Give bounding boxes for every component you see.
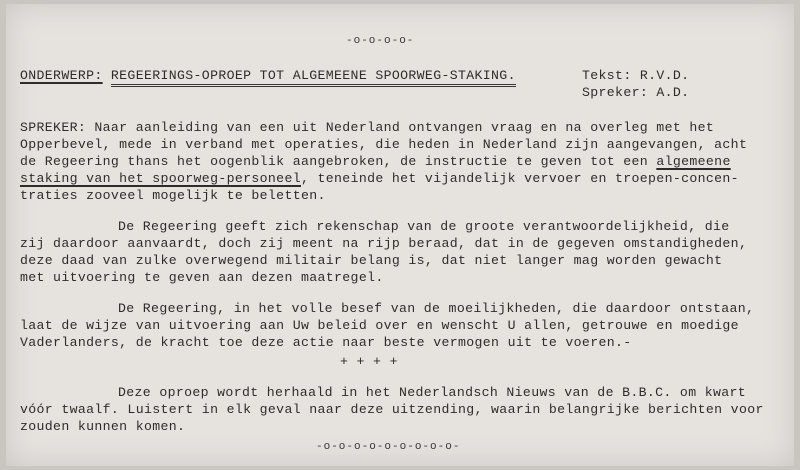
p4-line-2: vóór twaalf. Luistert in elk geval naar deze uitzending, waarin belangrijke berichten voor: [20, 402, 764, 417]
p1-line-4-text: , teneinde het vijandelijk vervoer en troepen-concen-: [300, 171, 739, 186]
subject-line: [20, 68, 516, 83]
underlined-staking: staking van het spoorweg-personeel: [20, 171, 301, 186]
p2-line-3: deze daad van zulke overwegend militair belang is, dat niet langer mag worden gewacht: [20, 253, 723, 268]
p3-line-1: De Regeering, in het volle besef van de moeilijkheden, die daardoor ontstaan,: [118, 301, 755, 316]
p1-line-1: SPREKER: Naar aanleiding van een uit Nederland ontvangen vraag en na overleg met het: [20, 120, 715, 135]
bottom-separator: -o-o-o-o-o-o-o-o-o-: [316, 441, 461, 453]
subject-title: REGEERINGS-OPROEP TOT ALGEMEENE SPOORWEG-STAKING.: [111, 68, 516, 87]
crosses-separator: + + + +: [340, 354, 398, 369]
p1-line-2: Opperbevel, mede in verband met operaties, die heden in Nederland zijn aangevangen, acht: [20, 137, 748, 152]
underlined-algemeene: algemeene: [656, 154, 731, 169]
p2-line-2: zij daardoor aanvaardt, doch zij meent na rijp beraad, dat in de gegeven omstandigheden,: [20, 236, 748, 251]
p4-line-1: Deze oproep wordt herhaald in het Nederlandsch Nieuws van de B.B.C. om kwart: [118, 385, 747, 400]
p1-line-4: [20, 171, 739, 186]
p2-line-4: met uitvoering te geven aan dezen maatregel.: [20, 270, 384, 285]
p2-line-1: De Regeering geeft zich rekenschap van de groote verantwoordelijkheid, die: [118, 219, 730, 234]
p4-line-3: zouden kunnen komen.: [20, 419, 186, 434]
text-by: Tekst: R.V.D.: [582, 68, 690, 83]
top-separator: -o-o-o-o-: [346, 35, 415, 47]
p3-line-2: laat de wijze van uitvoering aan Uw beleid over en wenscht U allen, getrouwe en moedige: [20, 318, 739, 333]
p1-line-5: traties zooveel mogelijk te beletten.: [20, 188, 326, 203]
speaker: Spreker: A.D.: [582, 85, 690, 100]
subject-label: ONDERWERP:: [20, 68, 103, 83]
p1-line-3-text: de Regeering thans het oogenblik aangebroken, de instructie te geven tot een: [20, 154, 649, 169]
typed-document: [6, 4, 794, 466]
p3-line-3: Vaderlanders, de kracht toe deze actie naar beste vermogen uit te voeren.-: [20, 335, 632, 350]
p1-line-3: [20, 154, 731, 169]
